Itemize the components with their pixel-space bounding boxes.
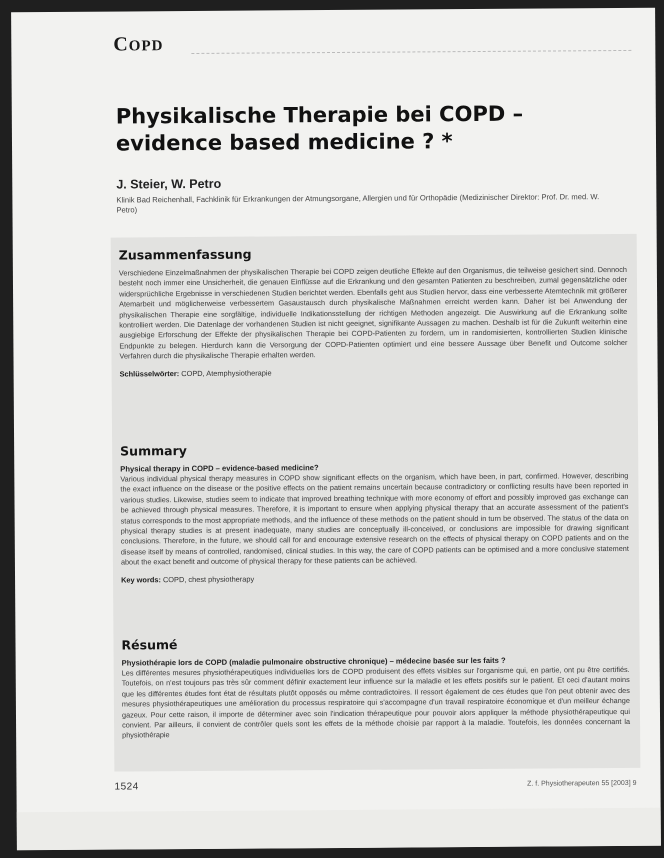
journal-section-tag (113, 33, 163, 56)
summary-keywords-value: COPD, chest physiotherapy (162, 574, 255, 584)
zusammenfassung-keywords-value: COPD, Atemphysiotherapie (181, 368, 272, 378)
zusammenfassung-keywords-label: Schlüsselwörter: (119, 368, 180, 379)
zusammenfassung-section (119, 244, 628, 378)
zusammenfassung-text: Verschiedene Einzelmaßnahmen der physikalischen Therapie bei COPD zeigen deutliche Effekte auf den Organismus, die teilweise gesichert sind. Dennoch besteht noch immer eine Unsicherheit, die genauen Einflüsse auf die Erkrankung und den gesamten Patienten zu beschreiben, zumal gegensätzliche oder widersprüchliche Ergebnisse in verschiedenen Studien berichtet werden. Ebenfalls geht aus Studien hervor, dass eine verbesserte Atemtechnik mit größerer Atemarbeit und möglicherweise verbessertem Gasaustausch durch physikalische Maßnahmen erreicht werden kann. Daher ist bei Anwendung der physikalischen Therapie eine sorgfältige, individuelle Indikationsstellung der richtigen Methoden angezeigt. Die Auswirkung auf die Erkrankung sollte kontrolliert werden. Die Datenlage der vorhandenen Studien ist nicht geeignet, signifikante Aussagen zu machen. Deshalb ist für die Zukunft weiterhin eine ausgiebige Erforschung der Effekte der physikalischen Therapie bei COPD-Patienten zu fordern, um in randomisierten, kontrollierten Studien klinische Endpunkte zu belegen. Hierdurch kann die Versorgung der COPD-Patienten optimiert und eine bessere Aussage über Benefit und Outcome solcher Verfahren durch die physikalische Therapie erhalten werden. (118, 264, 628, 361)
resume-heading: Résumé (121, 637, 178, 653)
header-rule (191, 50, 631, 54)
journal-page (11, 8, 661, 850)
author-affiliation: Klinik Bad Reichenhall, Fachklinik für Erkrankungen der Atmungsorgane, Allergien und für Orthopädie (Medizinischer Direktor: Prof. Dr. med. W. Petro) (116, 192, 600, 215)
summary-subtitle: Physical therapy in COPD – evidence-based medicine? (120, 463, 319, 474)
page-bottom-margin (17, 808, 661, 850)
resume-text: Les différentes mesures physiothérapeutiques individuelles lors de COPD produisent des effets visibles sur l'organisme qui, en partie, ont pu être certifiés. Toutefois, on n'est toujours pas très sûr comment définir exactement leur influence sur la maladie et les effets positifs sur le patient. Et ceci d'autant moins que les différentes études font état de résultats plutôt opposés ou même contradictoires. Il ressort également de ces études que l'on peut obtenir avec des mesures physiothérapeutiques une amélioration du processus respiratoire qui s'accompagne d'un travail respiratoire économique et d'un meilleur échange gazeux. Pour cette raison, il importe de déterminer avec soin l'indication thérapeutique pour pouvoir alors appliquer la méthode physiothérapeutique qui convient. Par ailleurs, il convient de contrôler quels sont les effets de la méthode choisie par rapport à la maladie. Toutefois, les données concernant la physiothérapie (121, 664, 631, 740)
journal-reference: Z. f. Physiotherapeuten 55 [2003] 9 (527, 779, 637, 788)
resume-subtitle: Physiothérapie lors de COPD (maladie pulmonaire obstructive chronique) – médecine basée sur les faits ? (121, 655, 506, 668)
journal-tag-rest: OPD (128, 38, 164, 55)
article-title: Physikalische Therapie bei COPD – evidence based medicine ? * (115, 101, 524, 156)
summary-keywords-label: Key words: (121, 574, 161, 585)
article-authors: J. Steier, W. Petro (116, 176, 222, 192)
summary-text: Various individual physical therapy measures in COPD show significant effects on the organism, which have been, in part, confirmed. However, describing the exact influence on the disease or the positive effects on the patient remains uncertain because contradictory or conflicting results have been reported in various studies. Likewise, studies seem to indicate that improved breathing technique with more economy of effort and possibly improved gas exchange can be achieved through physical measures. Therefore, it is important to ensure when applying physical therapy that an accurate assessment of the patient's status corresponds to the most appropriate methods, and the influence of these methods on the patient should in turn be observed. The status of the data on physical therapy studies is at present inadequate, many studies are conceptually ill-conceived, or conclusions are impossible for drawing significant conclusions. Therefore, in the future, we should call for and encourage extensive research on the effects of physical therapy on COPD patients and on the disease itself by means of controlled, randomised, clinical studies. In this way, the care of COPD patients can be optimised and a more conclusive statement about the exact benefit and outcome of physical therapy for these patients can be achieved. (120, 470, 629, 567)
journal-tag-initial: C (113, 33, 129, 56)
page-number: 1524 (114, 781, 139, 793)
resume-section (121, 634, 630, 741)
zusammenfassung-heading: Zusammenfassung (118, 246, 252, 263)
summary-section (120, 440, 629, 584)
summary-heading: Summary (120, 443, 187, 459)
